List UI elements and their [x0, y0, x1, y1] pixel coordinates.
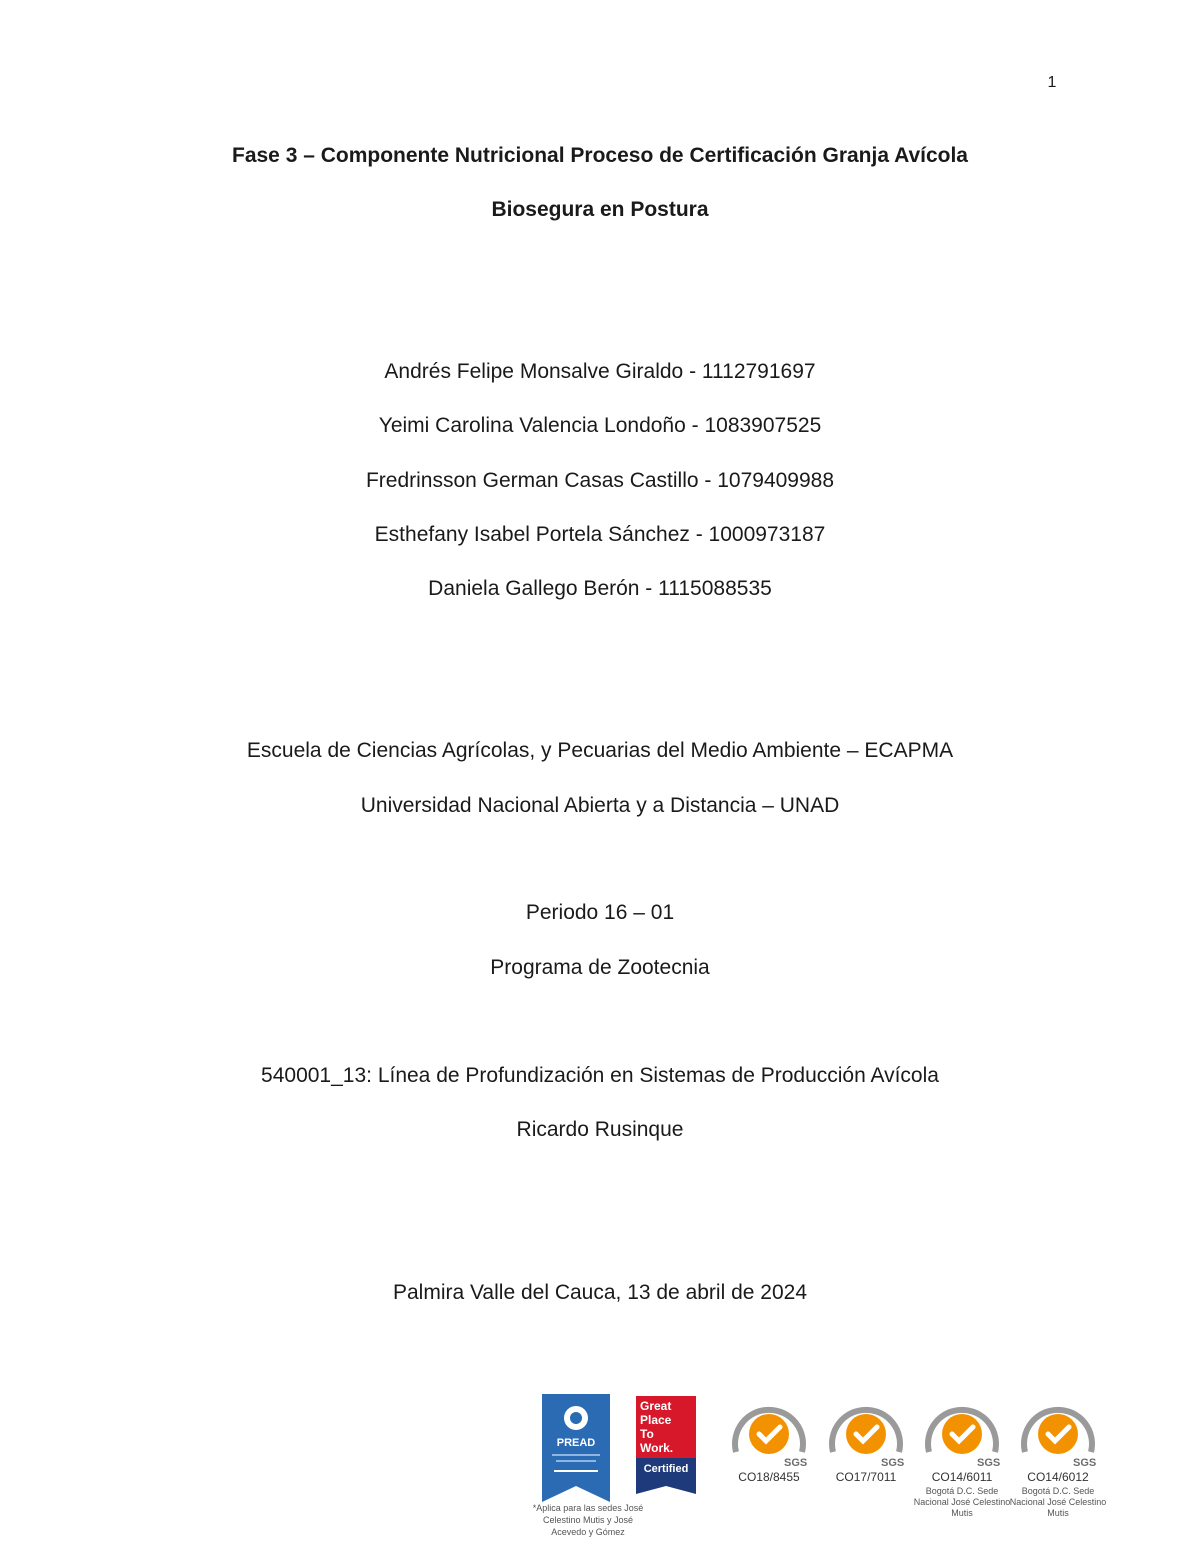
sgs-code-2: CO17/7011 [835, 1470, 897, 1484]
gptw-line-4: Work. [640, 1441, 674, 1455]
author-2: Yeimi Carolina Valencia Londoño - 1083907525 [378, 414, 822, 437]
svg-text:SGS: SGS [881, 1457, 905, 1469]
pread-note: *Aplica para las sedes José Celestino Mutis y José Acevedo y Gómez [532, 1503, 644, 1537]
gptw-line-1: Great [640, 1399, 672, 1413]
period: Periodo 16 – 01 [525, 901, 675, 924]
gptw-certified: Certified [643, 1463, 689, 1475]
sgs-logo-2 [823, 1398, 909, 1526]
sgs-check-icon [1015, 1398, 1101, 1470]
sgs-code-1: CO18/8455 [738, 1470, 800, 1484]
sgs-sub-3: Bogotá D.C. Sede Nacional José Celestino Mutis [913, 1486, 1011, 1518]
sgs-check-icon [919, 1398, 1005, 1470]
author-1: Andrés Felipe Monsalve Giraldo - 1112791697 [384, 360, 816, 383]
sgs-logo-4 [1009, 1398, 1107, 1526]
svg-text:SGS: SGS [1073, 1457, 1097, 1469]
svg-text:SGS: SGS [977, 1457, 1001, 1469]
sgs-code-4: CO14/6012 [1027, 1470, 1089, 1484]
sgs-check-icon [823, 1398, 909, 1470]
gptw-badge-icon [636, 1396, 696, 1494]
document-title-line-2: Biosegura en Postura [491, 198, 709, 221]
author-3: Fredrinsson German Casas Castillo - 1079409988 [365, 469, 835, 492]
pread-badge-icon [542, 1394, 610, 1502]
author-5: Daniela Gallego Berón - 1115088535 [428, 577, 772, 600]
program-name: Programa de Zootecnia [490, 956, 710, 979]
author-4: Esthefany Isabel Portela Sánchez - 1000973187 [374, 523, 826, 546]
tutor-name: Ricardo Rusinque [516, 1118, 684, 1141]
great-place-to-work-logo [636, 1396, 696, 1494]
page-number: 1 [1047, 74, 1057, 91]
school-name: Escuela de Ciencias Agrícolas, y Pecuarias del Medio Ambiente – ECAPMA [246, 739, 954, 762]
sgs-sub-4: Bogotá D.C. Sede Nacional José Celestino Mutis [1009, 1486, 1107, 1518]
sgs-logo-1 [726, 1398, 812, 1526]
pread-logo [532, 1394, 644, 1537]
university-name: Universidad Nacional Abierta y a Distancia – UNAD [360, 794, 840, 817]
place-and-date: Palmira Valle del Cauca, 13 de abril de 2024 [392, 1281, 808, 1304]
sgs-code-3: CO14/6011 [931, 1470, 993, 1484]
pread-label: PREAD [556, 1437, 596, 1449]
gptw-line-3: To [640, 1427, 654, 1441]
sgs-logo-3 [913, 1398, 1011, 1526]
course-name: 540001_13: Línea de Profundización en Sistemas de Producción Avícola [261, 1064, 939, 1087]
document-title-line-1: Fase 3 – Componente Nutricional Proceso de Certificación Granja Avícola [232, 144, 968, 167]
svg-text:SGS: SGS [784, 1457, 808, 1469]
gptw-line-2: Place [640, 1413, 672, 1427]
certification-logos [530, 1392, 1110, 1542]
sgs-check-icon [726, 1398, 812, 1470]
